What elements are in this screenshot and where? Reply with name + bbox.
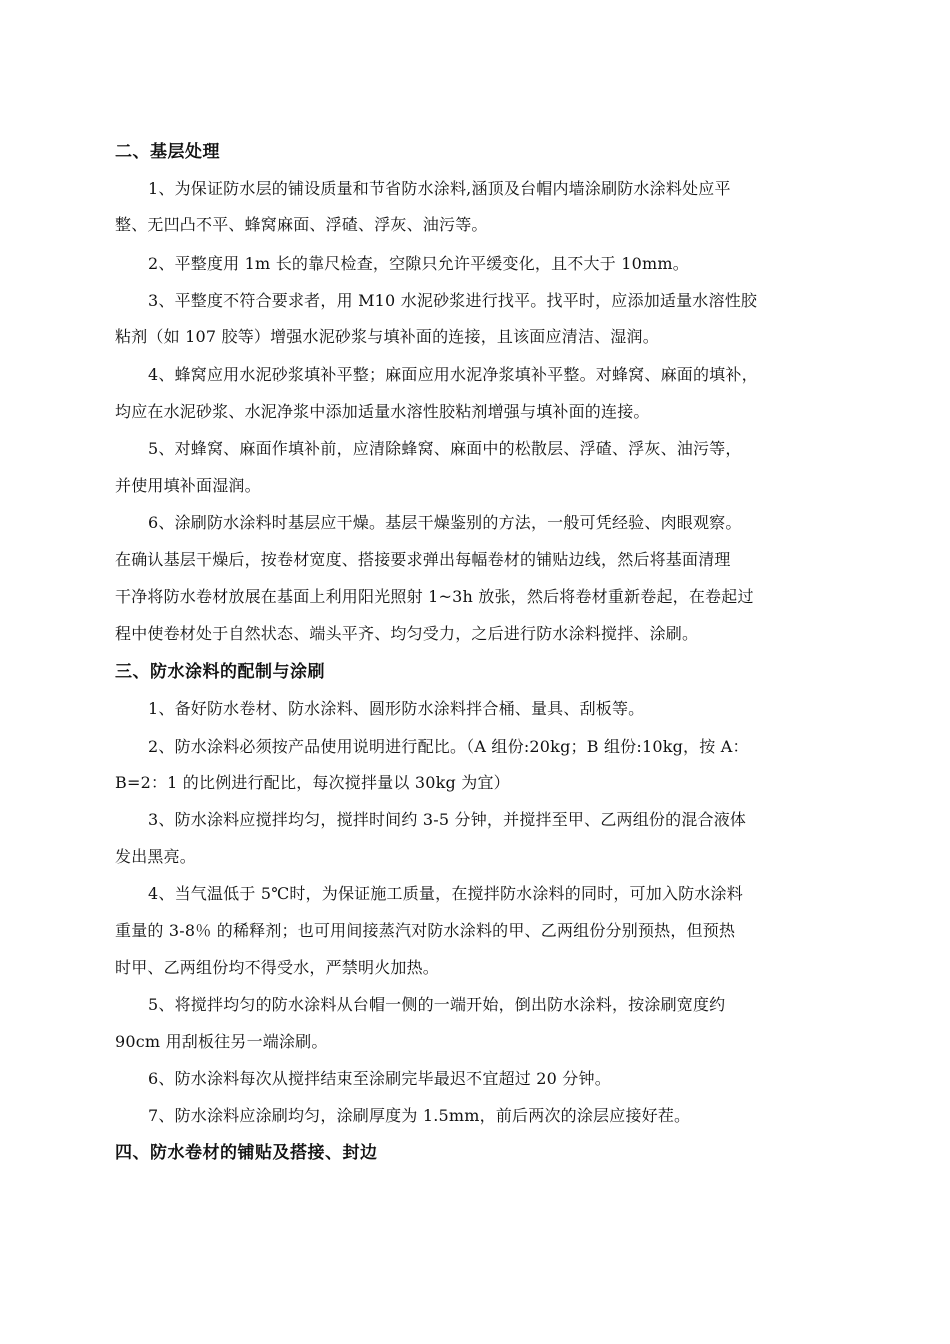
paragraph-line: 粘剂（如 107 胶等）增强水泥砂浆与填补面的连接，且该面应清洁、湿润。 bbox=[115, 327, 659, 346]
paragraph-line: 7、防水涂料应涂刷均匀，涂刷厚度为 1.5mm，前后两次的涂层应接好茬。 bbox=[148, 1106, 691, 1125]
paragraph-line: 2、防水涂料必须按产品使用说明进行配比。（A 组份:20kg；B 组份:10kg，按 A： bbox=[148, 737, 749, 756]
paragraph-line: 6、涂刷防水涂料时基层应干燥。基层干燥鉴别的方法，一般可凭经验、肉眼观察。 bbox=[148, 513, 742, 532]
paragraph-line: 均应在水泥砂浆、水泥净浆中添加适量水溶性胶粘剂增强与填补面的连接。 bbox=[115, 402, 650, 421]
paragraph-line: 时甲、乙两组份均不得受水，严禁明火加热。 bbox=[115, 958, 440, 977]
paragraph-line: 3、防水涂料应搅拌均匀，搅拌时间约 3-5 分钟，并搅拌至甲、乙两组份的混合液体 bbox=[148, 810, 747, 829]
section-heading-base-treatment: 二、基层处理 bbox=[115, 142, 220, 162]
paragraph-line: 发出黑亮。 bbox=[115, 847, 197, 866]
paragraph-line: 重量的 3-8％ 的稀释剂；也可用间接蒸汽对防水涂料的甲、乙两组份分别预热，但预热 bbox=[115, 921, 736, 940]
paragraph-line: 3、平整度不符合要求者，用 M10 水泥砂浆进行找平。找平时，应添加适量水溶性胶 bbox=[148, 291, 758, 310]
section-heading-membrane-laying: 四、防水卷材的铺贴及搭接、封边 bbox=[115, 1143, 378, 1163]
paragraph-line: 整、无凹凸不平、蜂窝麻面、浮碴、浮灰、油污等。 bbox=[115, 215, 488, 234]
paragraph-line: 90cm 用刮板往另一端涂刷。 bbox=[115, 1032, 328, 1051]
paragraph-line: 1、为保证防水层的铺设质量和节省防水涂料,涵顶及台帽内墙涂刷防水涂料处应平 bbox=[148, 179, 731, 198]
paragraph-line: 并使用填补面湿润。 bbox=[115, 476, 261, 495]
paragraph-line: 4、蜂窝应用水泥砂浆填补平整；麻面应用水泥净浆填补平整。对蜂窝、麻面的填补， bbox=[148, 365, 758, 384]
paragraph-line: 1、备好防水卷材、防水涂料、圆形防水涂料拌合桶、量具、刮板等。 bbox=[148, 699, 645, 718]
paragraph-line: 4、当气温低于 5℃时，为保证施工质量，在搅拌防水涂料的同时，可加入防水涂料 bbox=[148, 884, 743, 903]
paragraph-line: 2、平整度用 1m 长的靠尺检查，空隙只允许平缓变化，且不大于 10mm。 bbox=[148, 254, 689, 273]
paragraph-line: 5、对蜂窝、麻面作填补前，应清除蜂窝、麻面中的松散层、浮碴、浮灰、油污等， bbox=[148, 439, 742, 458]
paragraph-line: 在确认基层干燥后，按卷材宽度、搭接要求弹出每幅卷材的铺贴边线，然后将基面清理 bbox=[115, 550, 731, 569]
paragraph-line: B=2：1 的比例进行配比，每次搅拌量以 30kg 为宜） bbox=[115, 773, 510, 792]
paragraph-line: 干净将防水卷材放展在基面上利用阳光照射 1~3h 放张，然后将卷材重新卷起，在卷起过 bbox=[115, 587, 754, 606]
paragraph-line: 6、防水涂料每次从搅拌结束至涂刷完毕最迟不宜超过 20 分钟。 bbox=[148, 1069, 611, 1088]
paragraph-line: 程中使卷材处于自然状态、端头平齐、均匀受力，之后进行防水涂料搅拌、涂刷。 bbox=[115, 624, 699, 643]
paragraph-line: 5、将搅拌均匀的防水涂料从台帽一侧的一端开始，倒出防水涂料，按涂刷宽度约 bbox=[148, 995, 726, 1014]
section-heading-coating-mixing: 三、防水涂料的配制与涂刷 bbox=[115, 662, 325, 682]
